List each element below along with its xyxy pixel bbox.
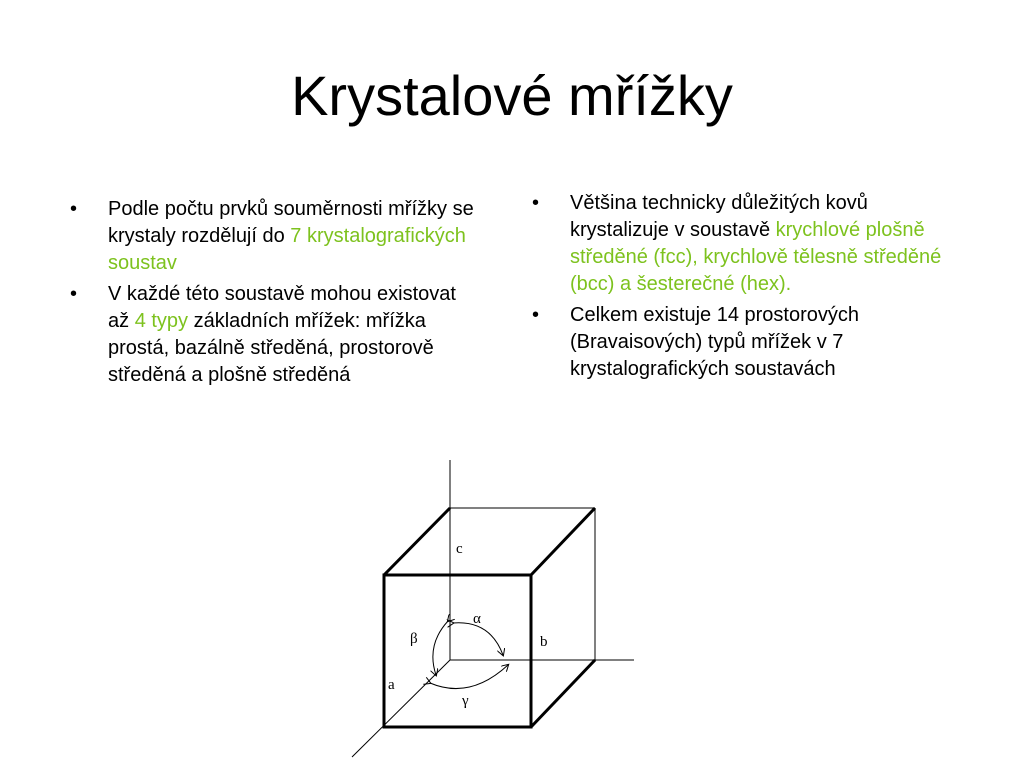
angle-beta-arc <box>433 621 448 675</box>
left-bullet-2-text-a: V každé této soustavě mohou existovat až <box>108 283 456 332</box>
cube-edge-top-right <box>531 508 595 575</box>
right-bullet-1 <box>532 190 972 298</box>
bullet-mark: • <box>70 198 78 220</box>
label-gamma: γ <box>462 693 469 709</box>
bullet-mark: • <box>532 304 540 326</box>
right-bullet-1-highlight: krychlové plošně středěné (fcc), krychlově tělesně středěné (bcc) a šesterečné (hex). <box>570 219 942 295</box>
right-bullet-1-text-a: Většina technicky důležitých kovů krystalizuje v soustavě <box>570 192 868 241</box>
label-c: c <box>456 541 463 557</box>
label-a: a <box>388 677 395 693</box>
left-bullet-2-highlight: 4 typy <box>134 310 189 332</box>
right-bullet-2-text-a: Celkem existuje 14 prostorových (Bravaisových) typů mřížek v 7 krystalografických soustavách <box>570 304 860 380</box>
cube-edge-bottom-right <box>531 660 595 727</box>
left-bullet-2-text-b: základních mřížek: mřížka prostá, bazálně středěná, prostorově středěná a plošně středěná <box>108 310 434 386</box>
bullet-mark: • <box>532 192 540 214</box>
label-alpha: α <box>473 611 481 627</box>
angle-alpha-arc <box>453 623 503 655</box>
slide-title: Krystalové mřížky <box>291 64 733 127</box>
left-bullet-1 <box>70 196 480 277</box>
left-bullet-list <box>70 196 480 393</box>
label-b: b <box>540 634 548 650</box>
axis-a <box>352 660 450 757</box>
right-bullet-list <box>532 190 972 387</box>
right-bullet-2 <box>532 302 972 383</box>
bullet-mark: • <box>70 283 78 305</box>
unit-cell-diagram <box>340 455 640 765</box>
left-bullet-1-highlight: 7 krystalografických soustav <box>108 225 466 274</box>
left-bullet-1-text-a: Podle počtu prvků souměrnosti mřížky se krystaly rozdělují do <box>108 198 474 247</box>
left-bullet-2 <box>70 281 480 389</box>
cube-edge-top-left <box>384 508 450 575</box>
label-beta: β <box>410 631 418 647</box>
